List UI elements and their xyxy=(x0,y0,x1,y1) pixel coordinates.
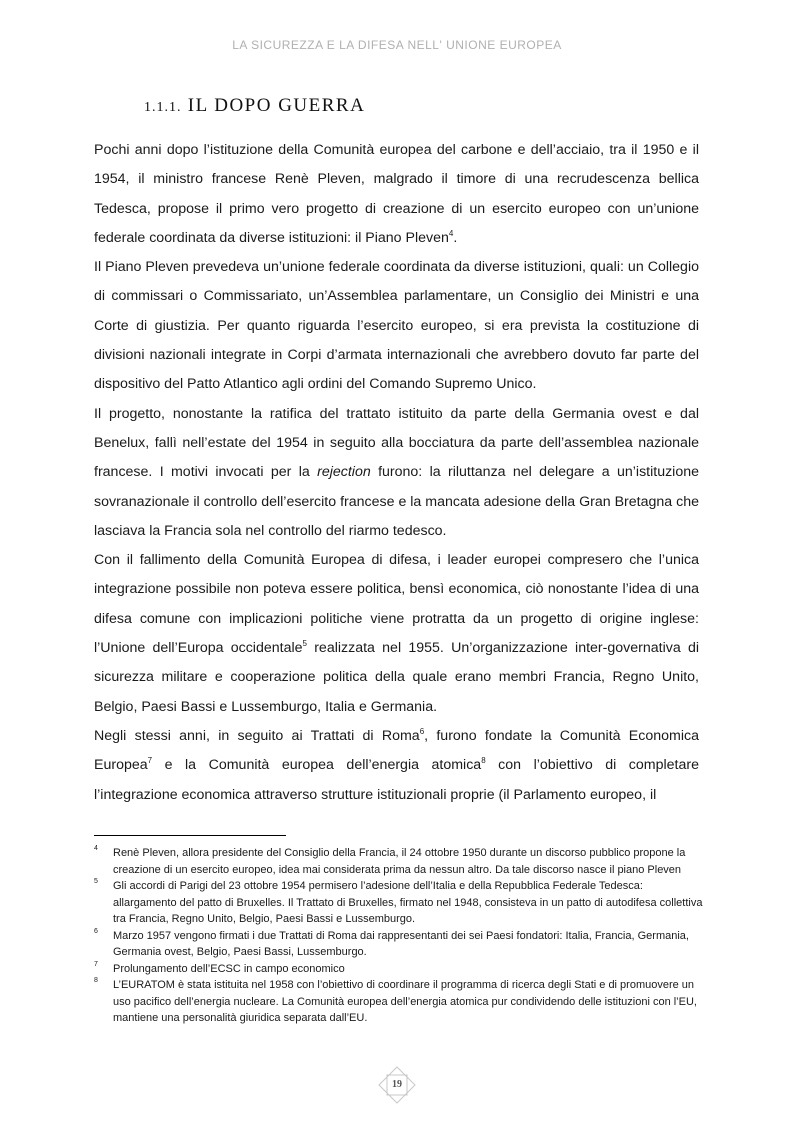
paragraph-1-text: Pochi anni dopo l’istituzione della Comunità europea del carbone e dell’acciaio, tra il 1950 e il 1954, il ministro francese Renè Pleven, malgrado il timore di una recrudescenza bellica Tedesca, propose il primo vero progetto di creazione di un esercito europeo con un’unione federale coordinata da diverse istituzioni: il Piano Pleven xyxy=(94,142,699,246)
footnote-number: 5 xyxy=(94,878,98,885)
footnote-ref-7[interactable]: 7 xyxy=(147,756,153,766)
paragraph-5-text-b: , furono fondate la Comunità Economica Europea xyxy=(94,727,699,774)
footnote-ref-6[interactable]: 6 xyxy=(419,726,425,736)
footnote-text: Prolungamento dell’ECSC in campo economico xyxy=(113,962,345,975)
paragraph-5 xyxy=(94,722,699,810)
footnote-5 xyxy=(94,878,704,928)
running-header: LA SICUREZZA E LA DIFESA NELL' UNIONE EUROPEA xyxy=(232,38,562,52)
paragraph-3-text-b: furono: la riluttanza nel delegare a un’istituzione sovranazionale il controllo dell’esercito francese e la mancata adesione della Gran Bretagna che lasciava la Francia sola nel controllo del riarmo tedesco. xyxy=(94,464,700,539)
paragraph-3-emphasis: rejection xyxy=(317,464,371,481)
footnote-4 xyxy=(94,845,704,878)
body-text xyxy=(94,136,699,810)
paragraph-1-end: . xyxy=(453,229,458,246)
footnote-6 xyxy=(94,928,704,961)
footnote-text: Renè Pleven, allora presidente del Consiglio della Francia, il 24 ottobre 1950 durante un discorso pubblico propone la creazione di un esercito europeo, idea mai considerata prima da nessun altro. Da tale discorso nasce il piano Pleven xyxy=(113,847,686,876)
footnote-number: 6 xyxy=(94,927,98,935)
paragraph-5-text-a: Negli stessi anni, in seguito ai Trattati di Roma xyxy=(94,727,420,744)
paragraph-3-text-a: Il progetto, nonostante la ratifica del trattato istituito da parte della Germania ovest e dal Benelux, fallì nell’estate del 1954 in seguito alla bocciatura da parte dell’assemblea nazionale francese. I motivi invocati per la xyxy=(94,405,699,481)
paragraph-1 xyxy=(94,136,699,253)
footnotes xyxy=(94,845,704,1027)
paragraph-4-text-b: realizzata nel 1955. Un’organizzazione inter-governativa di sicurezza militare e cooperazione politica della quale erano membri Francia, Regno Unito, Belgio, Paesi Bassi e Lussemburgo, Italia e Germania. xyxy=(94,640,699,715)
footnote-number: 4 xyxy=(94,845,98,852)
paragraph-4 xyxy=(94,546,699,722)
footnote-text: Gli accordi di Parigi del 23 ottobre 1954 permisero l’adesione dell’Italia e della Repubblica Federale Tedesca: allargamento del patto di Bruxelles. Il Trattato di Bruxelles, firmato nel 1948, consisteva in un patto di autodifesa collettiva tra Francia, Regno Unito, Belgio, Paesi Bassi e Lussemburgo. xyxy=(113,880,703,925)
footnote-separator xyxy=(94,835,286,836)
footnote-number: 8 xyxy=(94,977,98,984)
paragraph-5-text-d: con l’obiettivo di completare l’integrazione economica attraverso strutture istituzionali proprie (il Parlamento europeo, il xyxy=(94,757,699,803)
footnote-text: Marzo 1957 vengono firmati i due Trattati di Roma dai rappresentanti dei sei Paesi fondatori: Italia, Francia, Germania, Germania ovest, Belgio, Paesi Bassi, Lussemburgo. xyxy=(113,929,689,958)
paragraph-5-text-c: e la Comunità europea dell’energia atomica xyxy=(152,757,482,774)
footnote-8 xyxy=(94,977,704,1027)
footnote-ref-5[interactable]: 5 xyxy=(302,639,307,649)
paragraph-3 xyxy=(94,400,699,546)
page-number: 19 xyxy=(392,1079,402,1090)
footnote-ref-8[interactable]: 8 xyxy=(481,756,486,766)
paragraph-2: Il Piano Pleven prevedeva un’unione federale coordinata da diverse istituzioni, quali: un Collegio di commissari o Commissariato, un’Assemblea parlamentare, un Consiglio dei Ministri e una Corte di giustizia. Per quanto riguarda l’esercito europeo, si era prevista la costituzione di divisioni nazionali integrate in Corpi d’armata internazionali che avrebbero dovuto far parte del dispositivo del Patto Atlantico agli ordini del Comando Supremo Unico. xyxy=(94,259,699,393)
footnote-ref-4[interactable]: 4 xyxy=(448,228,454,238)
section-title: IL DOPO GUERRA xyxy=(187,95,366,116)
section-heading xyxy=(144,95,365,117)
footnote-7 xyxy=(94,961,704,978)
section-number: 1.1.1. xyxy=(144,100,182,115)
footnote-text: L’EURATOM è stata istituita nel 1958 con l’obiettivo di coordinare il programma di ricerca degli Stati e di promuovere un uso pacifico dell’energia nucleare. La Comunità europea dell’energia atomica pur condividendo delle istituzioni con l’EU, mantiene una personalità giuridica separata dall’EU. xyxy=(113,979,697,1024)
page-number-badge xyxy=(378,1066,416,1104)
paragraph-4-text-a: Con il fallimento della Comunità Europea di difesa, i leader europei compresero che l’unica integrazione possibile non poteva essere politica, bensì economica, ciò nonostante l’idea di una difesa comune con implicazioni politiche viene protratta da un progetto di origine inglese: l’Unione dell’Europa occidentale xyxy=(94,552,699,657)
footnote-number: 7 xyxy=(94,960,98,968)
